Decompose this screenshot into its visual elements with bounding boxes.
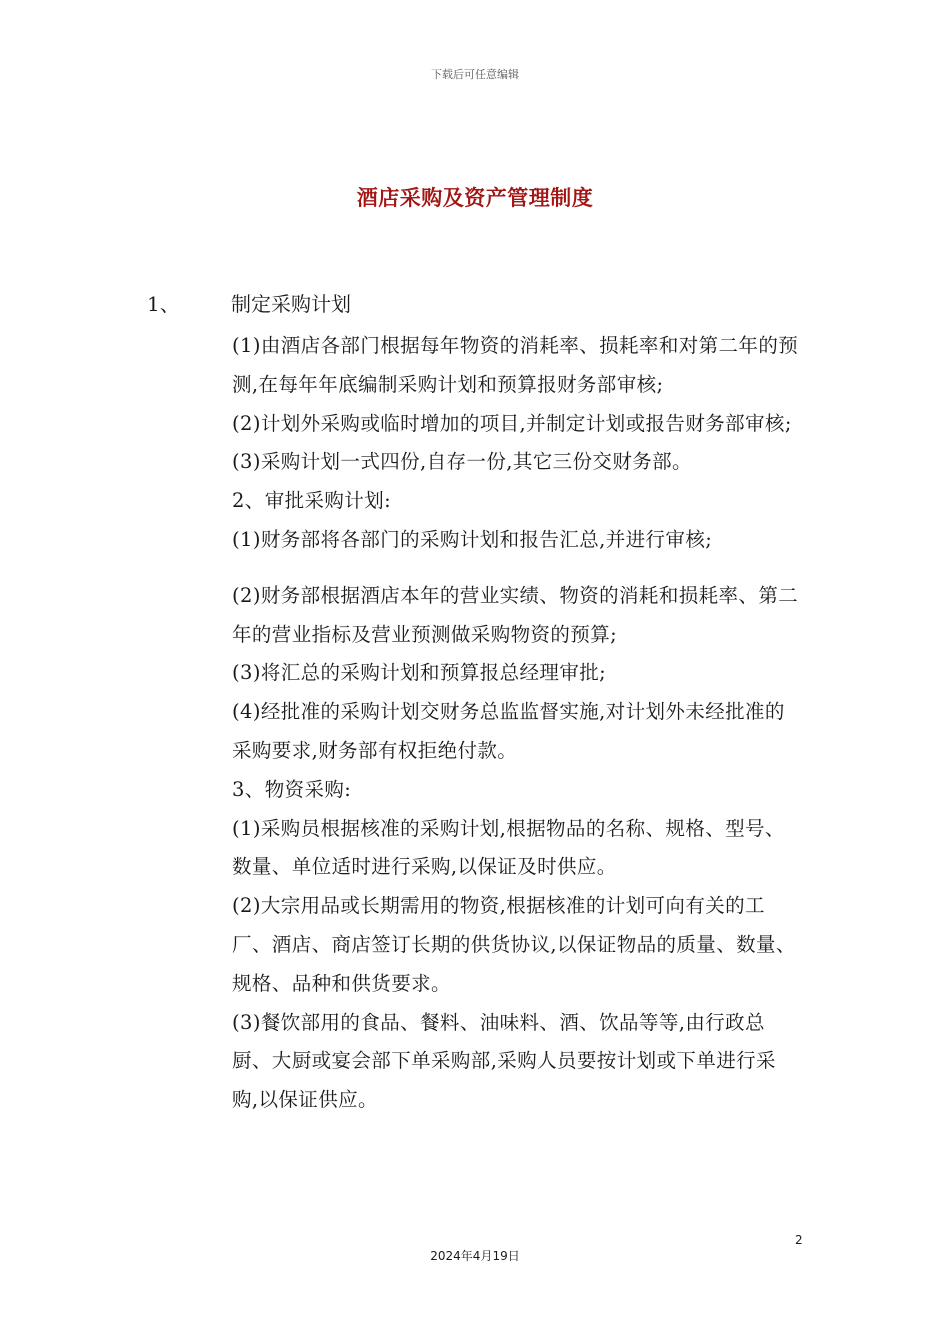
subsection-heading: 3、物资采购:	[232, 777, 352, 801]
paragraph: (3)采购计划一式四份,自存一份,其它三份交财务部。	[232, 450, 692, 474]
paragraph: (2)大宗用品或长期需用的物资,根据核准的计划可向有关的工厂、酒店、商店签订长期的供货协议,以保证物品的质量、数量、规格、品种和供货要求。	[232, 894, 796, 995]
document-title: 酒店采购及资产管理制度	[356, 185, 594, 210]
footer-date: 2024年4月19日	[430, 1249, 520, 1263]
paragraph: (1)由酒店各部门根据每年物资的消耗率、损耗率和对第二年的预测,在每年年底编制采购计划和预算报财务部审核;	[232, 334, 799, 396]
paragraph: (3)餐饮部用的食品、餐料、油味料、酒、饮品等等,由行政总厨、大厨或宴会部下单采购部,采购人员要按计划或下单进行采购,以保证供应。	[232, 1010, 776, 1112]
section-number: 1、	[147, 292, 180, 316]
paragraph: (2)计划外采购或临时增加的项目,并制定计划或报告财务部审核;	[232, 411, 792, 435]
paragraph: (1)财务部将各部门的采购计划和报告汇总,并进行审核;	[232, 527, 713, 551]
document-body	[232, 327, 802, 1120]
paragraph: (1)采购员根据核准的采购计划,根据物品的名称、规格、型号、数量、单位适时进行采购,以保证及时供应。	[232, 816, 785, 879]
header-note: 下载后可任意编辑	[431, 68, 519, 81]
section-heading-text: 制定采购计划	[231, 292, 351, 316]
paragraph: (3)将汇总的采购计划和预算报总经理审批;	[232, 661, 607, 685]
paragraph-spacer	[232, 560, 802, 577]
paragraph: (4)经批准的采购计划交财务总监监督实施,对计划外未经批准的采购要求,财务部有权拒绝付款。	[232, 700, 785, 762]
page-number: 2	[795, 1233, 803, 1247]
paragraph: (2)财务部根据酒店本年的营业实绩、物资的消耗和损耗率、第二年的营业指标及营业预测做采购物资的预算;	[232, 583, 799, 646]
subsection-heading: 2、审批采购计划:	[232, 489, 392, 513]
section-heading	[147, 290, 351, 318]
